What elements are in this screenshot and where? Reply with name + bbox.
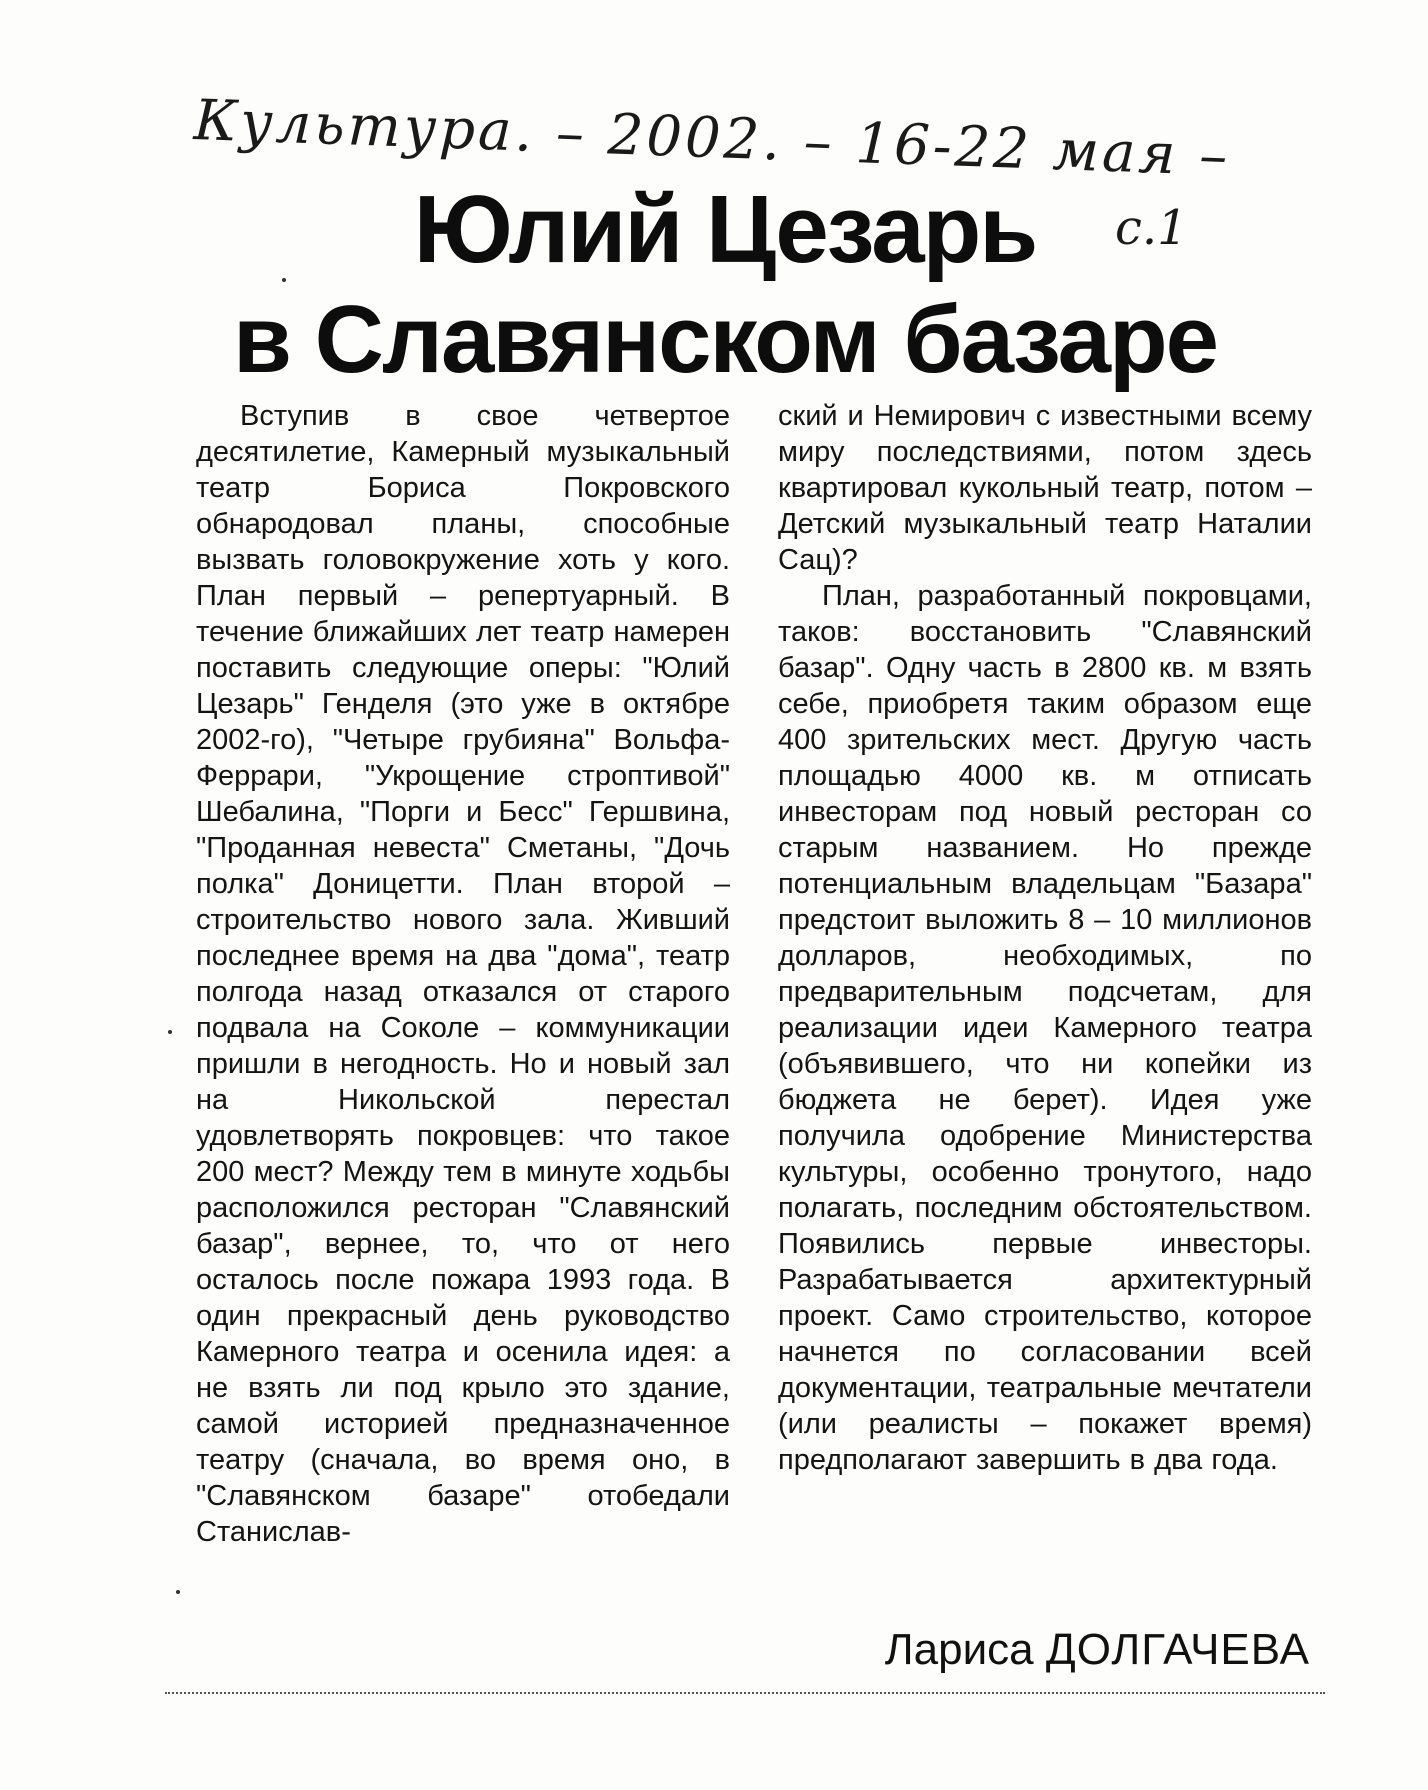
clipping-bottom-edge — [165, 1692, 1325, 1694]
article-column-right — [778, 398, 1312, 1478]
author-first-name: Лариса — [884, 1625, 1034, 1674]
author-byline — [850, 1625, 1310, 1675]
article-column-left — [196, 398, 730, 1550]
headline-line-1: Юлий Цезарь — [413, 176, 1037, 283]
headline-line-2: в Славянском базаре — [232, 286, 1218, 393]
scan-speck — [282, 278, 286, 282]
author-last-name: ДОЛГАЧЕВА — [1045, 1625, 1310, 1674]
article-paragraph: План, разработанный покровцами, таков: восстановить "Славянский базар". Одну часть в 2800 кв. м взять себе, приобретя таким образом еще 400 зрительских мест. Другую часть площадью 4000 кв. м отписать инвесторам под новый ресторан со старым названием. Но прежде потенциальным владельцам "Базара" предстоит выложить 8 – 10 миллионов долларов, необходимых, по предварительным подсчетам, для реализации идеи Камерного театра (объявившего, что ни копейки из бюджета не берет). Идея уже получила одобрение Министерства культуры, особенно тронутого, надо полагать, последним обстоятельством. Появились первые инвесторы. Разрабатывается архитектурный проект. Само строительство, которое начнется по согласовании всей документации, театральные мечтатели (или реалисты – покажет время) предполагают завершить в два года. — [778, 580, 1312, 1476]
handwritten-page-mark: с.1 — [1115, 200, 1188, 256]
handwritten-source-note: Культура. – 2002. – 16-22 мая – — [192, 88, 1232, 190]
scan-speck — [168, 1030, 172, 1034]
article-paragraph: Вступив в свое четвертое десятилетие, Камерный музыкальный театр Бориса Покровского обнародовал планы, способные вызвать головокружение хоть у кого. План первый – репертуарный. В течение ближайших лет театр намерен поставить следующие оперы: "Юлий Цезарь" Генделя (это уже в октябре 2002-го), "Четыре грубияна" Вольфа-Феррари, "Укрощение строптивой" Шебалина, "Порги и Бесс" Гершвина, "Проданная невеста" Сметаны, "Дочь полка" Доницетти. План второй – строительство нового зала. Живший последнее время на два "дома", театр полгода назад отказался от старого подвала на Соколе – коммуникации пришли в негодность. Но и новый зал на Никольской перестал удовлетворять покровцев: что такое 200 мест? Между тем в минуте ходьбы расположился ресторан "Славянский базар", вернее, то, что от него осталось после пожара 1993 года. В один прекрасный день руководство Камерного театра и осенила идея: а не взять ли под крыло это здание, самой историей предназначенное театру (сначала, во время оно, в "Славянском базаре" отобедали Станислав- — [196, 400, 730, 1548]
scan-speck — [176, 1590, 180, 1594]
article-paragraph: ский и Немирович с известными всему миру последствиями, потом здесь квартировал кукольный театр, потом – Детский музыкальный театр Наталии Сац)? — [778, 400, 1312, 576]
